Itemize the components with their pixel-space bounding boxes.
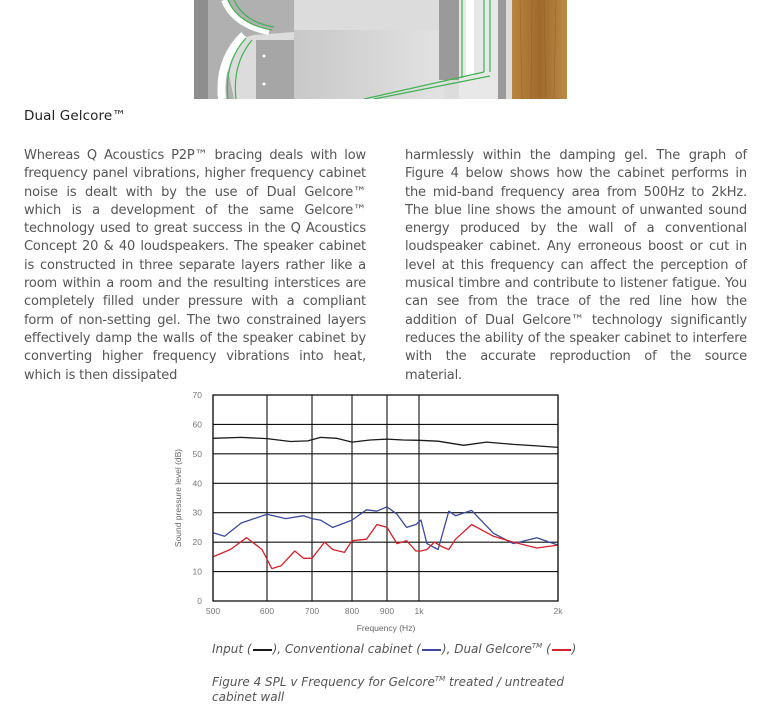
y-tick-label: 60 — [192, 419, 202, 430]
section-heading: Dual Gelcore™ — [24, 108, 126, 124]
series-line-dual-gelcore — [213, 525, 558, 569]
plot-area-border — [213, 395, 558, 601]
x-tick-label: 600 — [259, 606, 275, 616]
y-tick-label: 10 — [192, 566, 202, 577]
y-tick-label: 40 — [192, 478, 202, 489]
x-tick-label: 800 — [344, 606, 360, 616]
legend-gelcore-label: ), Dual Gelcore — [441, 642, 532, 656]
series-line-input — [213, 437, 558, 447]
y-tick-label: 50 — [192, 448, 202, 459]
figure-caption — [212, 672, 572, 705]
chart-grid — [213, 395, 558, 601]
y-tick-label: 30 — [192, 507, 202, 518]
cabinet-illustration-graphic — [194, 0, 567, 99]
cabinet-cutaway-illustration — [194, 0, 567, 99]
legend-tm: TM — [531, 642, 543, 650]
caption-text-pre: Figure 4 SPL v Frequency for Gelcore — [212, 675, 435, 689]
legend-input-swatch — [253, 649, 272, 651]
spl-frequency-chart — [160, 380, 580, 640]
chart-series-lines — [213, 437, 558, 568]
body-text-left-column: Whereas Q Acoustics P2P™ bracing deals with low frequency panel vibrations, higher frequency cabinet noise is dealt with by the use of Dual Gelcore™ which is a development of the same Gelcore™ technology used to great success in the Q Acoustics Concept 20 & 40 loudspeakers. The speaker cabinet is constructed in three separate layers rather like a room within a room and the resulting interstices are completely filled under pressure with a compliant form of non-setting gel. The two constrained layers effectively damp the walls of the speaker cabinet by converting higher frequency vibrations into heat, which is then dissipated — [24, 148, 366, 383]
caption-tm: TM — [434, 675, 446, 683]
x-axis-label: Frequency (Hz) — [356, 623, 416, 633]
caption-text-post: treated / untreated cabinet wall — [212, 675, 565, 704]
legend-input-label: Input ( — [212, 642, 252, 656]
legend-gelcore-swatch — [552, 649, 571, 651]
y-tick-label: 20 — [192, 537, 202, 548]
x-tick-label: 900 — [379, 606, 395, 616]
legend-paren: ( — [542, 642, 551, 656]
y-axis-label: Sound pressure level (dB) — [173, 448, 183, 548]
y-tick-label: 70 — [192, 390, 202, 400]
y-tick-label: 0 — [197, 596, 202, 606]
legend-conventional-swatch — [422, 649, 441, 651]
x-tick-label: 700 — [304, 606, 320, 616]
x-tick-label: 500 — [205, 606, 221, 616]
x-axis-ticks — [206, 606, 563, 616]
x-tick-label: 2k — [553, 606, 563, 616]
legend-conventional-label: ), Conventional cabinet ( — [272, 642, 421, 656]
x-tick-label: 1k — [414, 606, 424, 616]
legend-paren-close: ) — [571, 642, 577, 656]
body-text-right-column: harmlessly within the damping gel. The graph of Figure 4 below shows how the cabinet performs in the mid-band frequency area from 500Hz to 2kHz. The blue line shows the amount of unwanted sound energy produced by the wall of a conventional loudspeaker cabinet. Any erroneous boost or cut in level at this frequency can affect the perception of musical timbre and contribute to listener fatigue. You can see from the trace of the red line how the addition of Dual Gelcore™ technology significantly reduces the ability of the speaker cabinet to interfere with the accurate reproduction of the source material. — [405, 148, 747, 383]
chart-legend — [212, 642, 576, 656]
y-axis-ticks — [193, 390, 203, 606]
